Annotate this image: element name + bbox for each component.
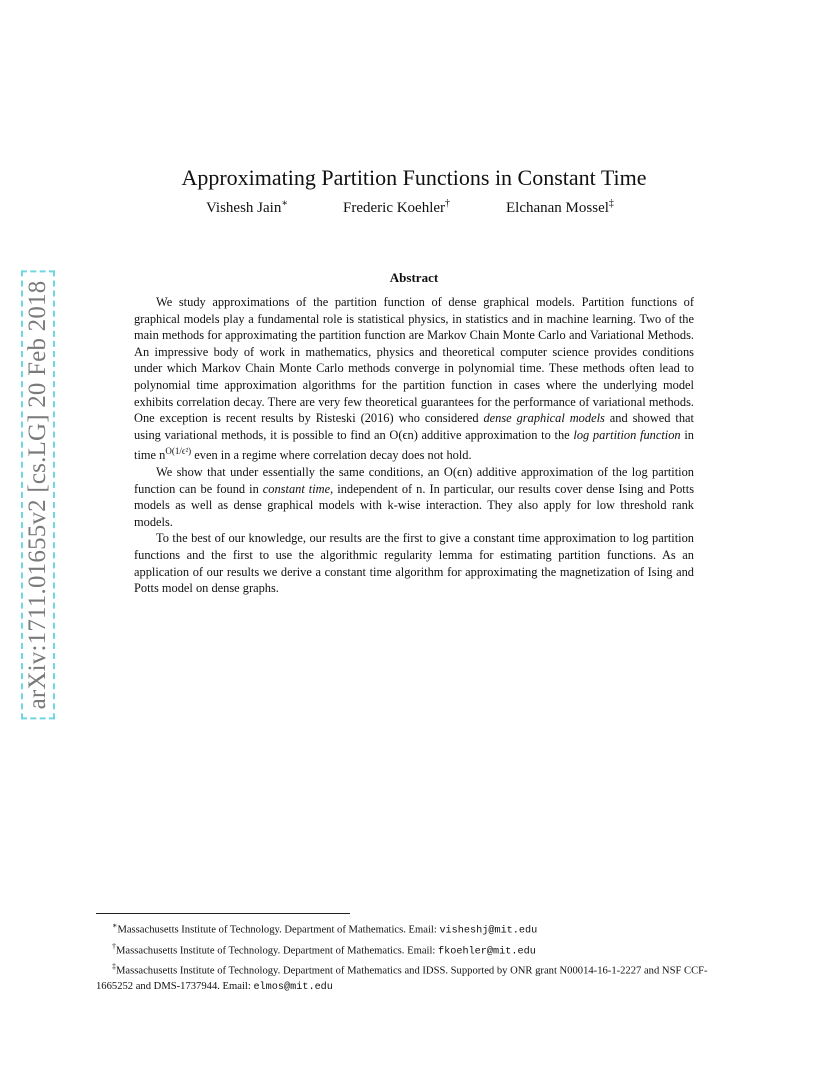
- abstract-p1-text-c: in time n: [134, 427, 694, 463]
- abstract-heading: Abstract: [389, 270, 439, 285]
- footnote-2-text: Massachusetts Institute of Technology. Department of Mathematics. Email:: [116, 945, 438, 957]
- footnote-1: [96, 918, 730, 939]
- footnote-1-email[interactable]: visheshj@mit.edu: [439, 925, 538, 937]
- footnote-3-email[interactable]: elmos@mit.edu: [253, 981, 333, 993]
- abstract-paragraph-3: To the best of our knowledge, our results are the first to give a constant time approximation to log partition functions and the first to use the algorithmic regularity lemma for estimating partition functions. As an application of our results we derive a constant time algorithm for approximating the magnetization of Ising and Potts model on dense graphs.: [134, 531, 694, 596]
- footnote-1-mark: ∗: [112, 921, 118, 930]
- footnote-3: [96, 959, 730, 995]
- abstract-body: [134, 294, 694, 597]
- abstract-p1-text-a: We study approximations of the partition function of dense graphical models. Partition functions of graphical models play a fundamental role is statistical physics, in statistics and in machine learning. Two of the main methods for approximating the partition function are Markov Chain Monte Carlo and Variational Methods. An impressive body of work in mathematics, physics and theoretical computer science provides conditions under which Markov Chain Monte Carlo methods converge in polynomial time. These methods often lead to polynomial time approximation algorithms for the partition function in cases where the underlying model exhibits correlation decay. There are very few theoretical guarantees for the performance of variational methods. One exception is recent results by Risteski (2016) who considered: [134, 295, 694, 426]
- abstract-p1-text-b: and showed that using variational methods, it is possible to find an O(ϵn) additive approximation to the: [134, 411, 694, 442]
- footnote-1-text: Massachusetts Institute of Technology. Department of Mathematics. Email:: [117, 924, 440, 936]
- arxiv-side-stamp: arXiv:1711.01655v2 [cs.LG] 20 Feb 2018: [21, 271, 55, 720]
- author-2: [343, 198, 450, 217]
- footnote-3-text: Massachusetts Institute of Technology. Department of Mathematics and IDSS. Supported by ONR grant N00014-16-1-2227 and NSF CCF-1665252 and DMS-1737944. Email:: [96, 965, 708, 992]
- abstract-p1-emphasis-2: log partition function: [573, 427, 681, 442]
- author-1: [206, 198, 288, 217]
- footnote-rule: [96, 913, 350, 914]
- author-3-mark: ‡: [608, 198, 614, 209]
- abstract-p2-text-b: , independent of n. In particular, our results cover dense Ising and Potts models as well as dense graphical models with k-wise interaction. They also apply for low threshold rank models.: [134, 481, 695, 529]
- author-3-name: Elchanan Mossel: [506, 200, 609, 216]
- author-1-mark: ∗: [281, 198, 289, 209]
- author-1-name: Vishesh Jain: [206, 200, 282, 216]
- footnote-2: [96, 939, 730, 960]
- abstract-p2-emphasis-1: constant time: [262, 481, 331, 496]
- footnote-2-email[interactable]: fkoehler@mit.edu: [438, 946, 536, 958]
- abstract-p1-text-d: even in a regime where correlation decay does not hold.: [191, 448, 472, 463]
- author-2-mark: †: [445, 198, 451, 209]
- footnote-2-mark: †: [112, 941, 116, 951]
- footnotes: [96, 918, 730, 995]
- abstract-p1-emphasis-1: dense graphical models: [483, 411, 605, 426]
- paper-title: Approximating Partition Functions in Constant Time: [181, 164, 647, 190]
- abstract-p2-text-a: We show that under essentially the same conditions, an O(ϵn) additive approximation of the log partition function can be found in: [134, 465, 694, 496]
- author-3: [506, 198, 614, 217]
- abstract-paragraph-1: [134, 294, 694, 464]
- footnote-3-mark: ‡: [112, 962, 116, 972]
- abstract-paragraph-2: [134, 464, 694, 530]
- abstract-p1-exponent: O(1/ϵ²): [165, 446, 192, 457]
- author-2-name: Frederic Koehler: [343, 200, 446, 216]
